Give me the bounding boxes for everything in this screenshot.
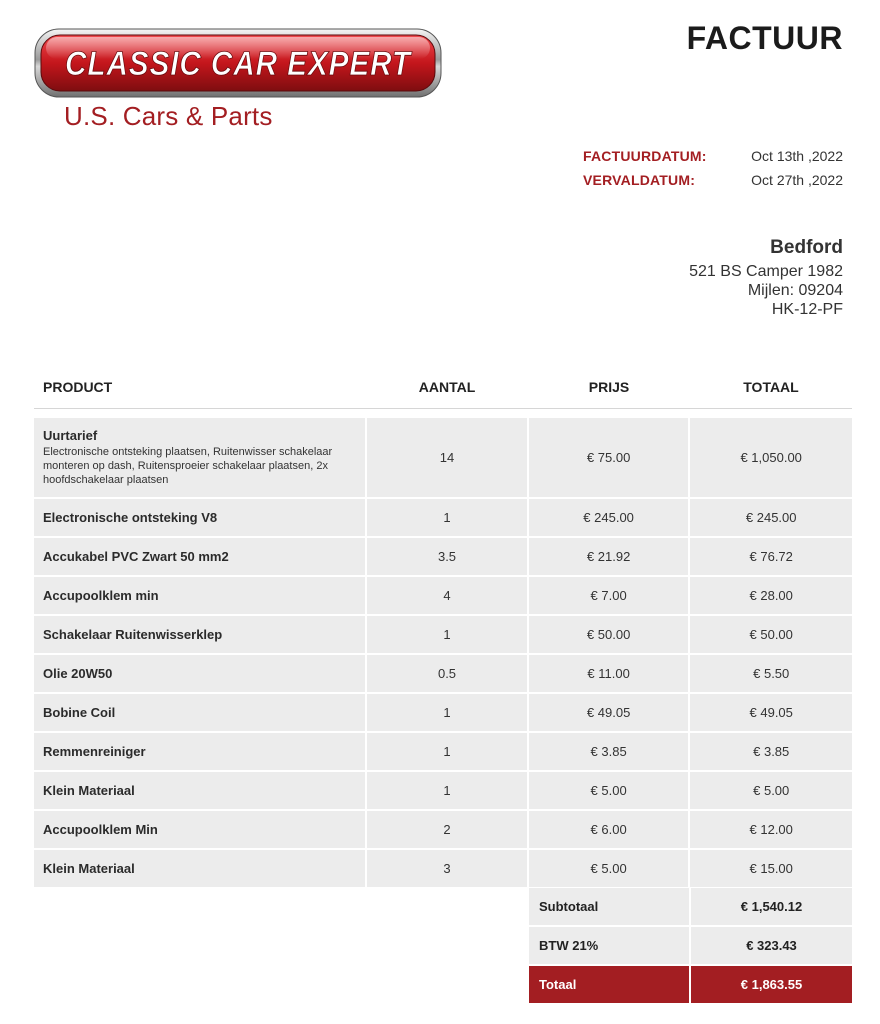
- table-row: [34, 850, 852, 887]
- price-cell: € 7.00: [529, 577, 689, 614]
- customer-line-2: Mijlen: 09204: [747, 282, 843, 299]
- invoice-table: [34, 366, 852, 889]
- price-cell: € 11.00: [529, 655, 689, 692]
- table-row: [34, 577, 852, 614]
- table-row: [34, 772, 852, 809]
- header-total: TOTAAL: [743, 379, 799, 395]
- document-title: FACTUUR: [686, 20, 843, 56]
- grand-total-row: [529, 966, 852, 1003]
- total-cell: € 3.85: [690, 733, 852, 770]
- company-subtitle: U.S. Cars & Parts: [64, 101, 273, 131]
- product-description: Electronische ontsteking plaatsen, Ruitenwisser schakelaar monteren op dash, Ruitensproeier schakelaar plaatsen, 2x hoofdschakelaar plaatsen: [43, 446, 333, 486]
- table-row: [34, 418, 852, 497]
- product-name: Olie 20W50: [34, 655, 365, 692]
- product-name: Remmenreiniger: [34, 733, 365, 770]
- product-name: Accupoolklem min: [34, 577, 365, 614]
- price-cell: € 6.00: [529, 811, 689, 848]
- table-row: [34, 499, 852, 536]
- qty-cell: 2: [367, 811, 527, 848]
- table-body: [34, 418, 852, 887]
- table-row: [34, 616, 852, 653]
- qty-cell: 1: [367, 499, 527, 536]
- table-row: [34, 655, 852, 692]
- total-cell: € 76.72: [690, 538, 852, 575]
- subtotal-row: [529, 888, 852, 925]
- grand-total-value: € 1,863.55: [691, 966, 852, 1003]
- total-cell: € 1,050.00: [690, 418, 852, 497]
- price-cell: € 75.00: [529, 418, 689, 497]
- total-cell: € 28.00: [690, 577, 852, 614]
- product-cell: [34, 418, 365, 497]
- qty-cell: 4: [367, 577, 527, 614]
- logo-text: CLASSIC CAR EXPERT: [65, 45, 413, 83]
- price-cell: € 5.00: [529, 850, 689, 887]
- total-cell: € 5.50: [690, 655, 852, 692]
- due-date-label: VERVALDATUM:: [583, 172, 696, 188]
- subtotal-label: Subtotaal: [529, 888, 689, 925]
- vat-row: [529, 927, 852, 964]
- customer-line-3: HK-12-PF: [771, 301, 843, 318]
- qty-cell: 3: [367, 850, 527, 887]
- total-cell: € 245.00: [690, 499, 852, 536]
- invoice-date-value: Oct 13th ,2022: [751, 148, 843, 164]
- header-price: PRIJS: [588, 379, 630, 395]
- price-cell: € 245.00: [529, 499, 689, 536]
- price-cell: € 50.00: [529, 616, 689, 653]
- product-name: Uurtarief: [43, 428, 98, 443]
- invoice-date-row: [583, 146, 843, 170]
- customer-line-1: 521 BS Camper 1982: [689, 263, 843, 280]
- product-name: Accukabel PVC Zwart 50 mm2: [34, 538, 365, 575]
- product-name: Bobine Coil: [34, 694, 365, 731]
- table-row: [34, 538, 852, 575]
- qty-cell: 14: [367, 418, 527, 497]
- qty-cell: 0.5: [367, 655, 527, 692]
- company-logo: [34, 28, 442, 98]
- invoice-date-label: FACTUURDATUM:: [583, 148, 707, 164]
- customer-block: [689, 237, 843, 319]
- header-product: PRODUCT: [43, 379, 113, 395]
- product-name: Klein Materiaal: [34, 772, 365, 809]
- invoice-dates: [583, 146, 843, 194]
- due-date-value: Oct 27th ,2022: [751, 172, 843, 188]
- table-header: [34, 366, 852, 409]
- vat-value: € 323.43: [691, 927, 852, 964]
- invoice-summary: [529, 888, 852, 1005]
- table-row: [34, 811, 852, 848]
- total-cell: € 49.05: [690, 694, 852, 731]
- table-row: [34, 733, 852, 770]
- vat-label: BTW 21%: [529, 927, 689, 964]
- qty-cell: 1: [367, 694, 527, 731]
- price-cell: € 3.85: [529, 733, 689, 770]
- qty-cell: 3.5: [367, 538, 527, 575]
- qty-cell: 1: [367, 772, 527, 809]
- total-cell: € 50.00: [690, 616, 852, 653]
- header-qty: AANTAL: [418, 379, 476, 395]
- grand-total-label: Totaal: [529, 966, 689, 1003]
- due-date-row: [583, 170, 843, 194]
- subtotal-value: € 1,540.12: [691, 888, 852, 925]
- price-cell: € 5.00: [529, 772, 689, 809]
- product-name: Electronische ontsteking V8: [34, 499, 365, 536]
- price-cell: € 21.92: [529, 538, 689, 575]
- customer-name: Bedford: [770, 237, 843, 258]
- price-cell: € 49.05: [529, 694, 689, 731]
- product-name: Klein Materiaal: [34, 850, 365, 887]
- total-cell: € 15.00: [690, 850, 852, 887]
- product-name: Schakelaar Ruitenwisserklep: [34, 616, 365, 653]
- total-cell: € 12.00: [690, 811, 852, 848]
- total-cell: € 5.00: [690, 772, 852, 809]
- table-row: [34, 694, 852, 731]
- qty-cell: 1: [367, 616, 527, 653]
- qty-cell: 1: [367, 733, 527, 770]
- product-name: Accupoolklem Min: [34, 811, 365, 848]
